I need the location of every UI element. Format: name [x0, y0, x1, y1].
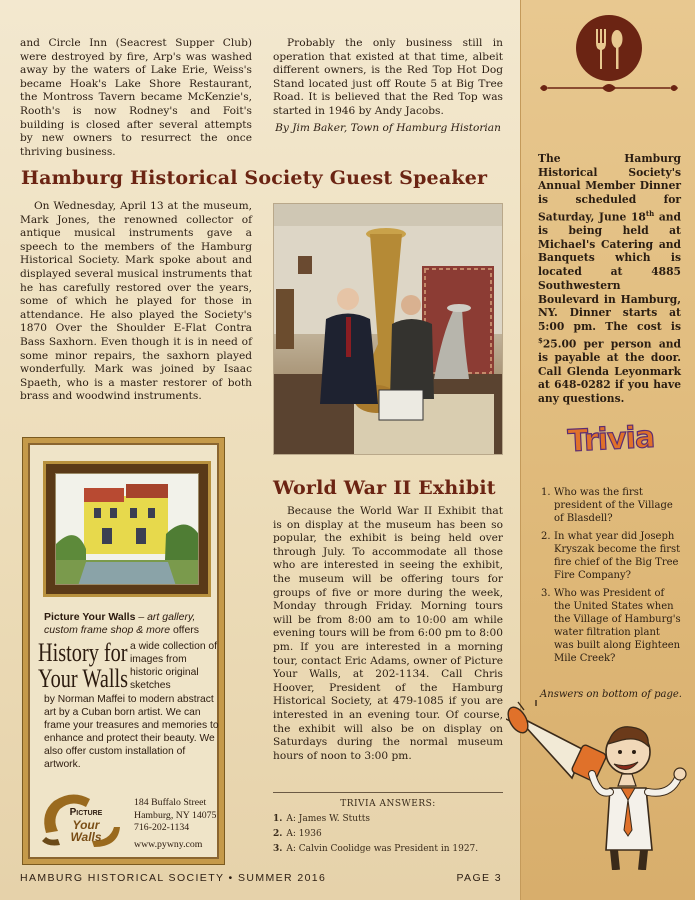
speaker-article [20, 200, 252, 404]
ad-inner-panel [28, 443, 219, 859]
footer-page-number: PAGE 3 [456, 872, 502, 884]
ad-phone: 716-202-1134 [134, 822, 190, 833]
ad-website[interactable]: www.pywny.com [134, 838, 203, 850]
wwii-article [273, 505, 503, 763]
wwii-headline: World War II Exhibit [273, 477, 496, 499]
ad-painting-frame [43, 461, 211, 597]
ad-painting [55, 473, 199, 585]
logo-line3: Walls [70, 830, 102, 844]
megaphone-man-illustration [506, 700, 692, 870]
footer-publication: HAMBURG HISTORICAL SOCIETY • SUMMER 2016 [20, 872, 327, 884]
ad-side-text: a wide collection of images from historic original sketches [130, 641, 218, 691]
trivia-answer-1: 1. A: James W. Stutts [273, 814, 370, 824]
ad-body: by Norman Maffei to modern abstract art by a Cuban born artist. We can frame your treasures and memories to enhance and protect their beauty. We also offer custom installation of artwork. [44, 694, 219, 770]
picture-your-walls-ad [22, 437, 225, 865]
continuation-left-text: and Circle Inn (Seacrest Supper Club) were destroyed by fire, Arp's was washed away by the waters of Lake Erie, Weiss's became Hoak's Lake Shore Restaurant, the Montross Tavern became McKenzie's, Rooth's is now Rodney's and Foit's building is closed after several attempts by new owners to resurrect the once thriving business. [20, 37, 252, 158]
trivia-question-3: 3. Who was President of the United States when the Village of Hamburg's water filtration plant was built along Eighteen Mile Creek? [541, 588, 681, 664]
dinner-plate-icon [576, 15, 642, 81]
fork-spoon-icon [576, 15, 642, 81]
ad-contact [134, 797, 220, 851]
wwii-body: Because the World War II Exhibit that is on display at the museum has been so popular, the exhibit is being held over through July. To accommodate all those who are interested in seeing the exhibit, the museum will be offering tours for groups of five or more during the week, Monday through Friday. Morning tours will be from 8:00 am to 10:00 am while evening tours will be from 6:00 pm to 8:00 pm. If you are interested in a morning tour, contact Eric Adams, owner of Picture Your Walls, at 202-1134. Call Chris Hoover, President of the Hamburg Historical Society, at 479-1085 if you are interested in an evening tour. Of course, the exhibit will also be on display on Saturdays during the normal museum hours of noon to 3:00 pm. [273, 505, 503, 762]
ad-address-city: Hamburg, NY 14075 [134, 809, 217, 821]
trivia-answers-title: TRIVIA ANSWERS: [340, 799, 436, 809]
trivia-answers-note: Answers on bottom of page. [540, 689, 682, 700]
speaker-body: On Wednesday, April 13 at the museum, Mark Jones, the renowned collector of antique musical instruments gave a speech to the members of the Hamburg Historical Society. Mark spoke about and displayed several musical instruments that he has carefully restored over the years, some of which he played for those in attendance. He also played the Society's 1870 Over the Shoulder E-Flat Contra Bass Saxhorn. Even though it is in need of some minor repairs, the saxhorn played wonderfully. Mark was joined by Isaac Spaeth, who is a master restorer of both brass and woodwind instruments. [20, 200, 252, 403]
ad-big-title-line1: History for [38, 638, 128, 667]
ornament-divider-icon [538, 81, 680, 95]
article-continuation-right [273, 37, 503, 135]
trivia-answer-3: 3. A: Calvin Coolidge was President in 1927. [273, 844, 479, 854]
ad-big-title [38, 640, 132, 692]
trivia-question-1: 1. Who was the first president of the Village of Blasdell? [541, 487, 673, 524]
trivia-logo: Trivia [566, 419, 656, 460]
byline: By Jim Baker, Town of Hamburg Historian [275, 121, 501, 134]
continuation-right-text: Probably the only business still in operation that existed at that time, albeit different owners, is the Red Top Hot Dog Stand located just off Route 5 at Big Tree Road. It is believed that the Red Top was started in 1946 by Andy Jacobs. [273, 37, 503, 117]
page-footer [0, 866, 520, 900]
speaker-photo [273, 203, 503, 455]
ad-big-title-line2: Your Walls [38, 664, 129, 693]
trivia-question-2: 2. In what year did Joseph Kryszak become the first fire chief of the Big Tree Fire Company? [541, 531, 681, 581]
trivia-answer-2: 2. A: 1936 [273, 829, 322, 839]
ad-business-name: Picture Your Walls [44, 611, 136, 623]
trivia-questions [541, 486, 681, 670]
ad-address-street: 184 Buffalo Street [134, 797, 207, 808]
speaker-photo-illustration [274, 204, 503, 455]
trivia-answers-box [273, 792, 503, 857]
ad-logo [38, 787, 128, 857]
ad-intro [44, 611, 218, 637]
speaker-headline: Hamburg Historical Society Guest Speaker [21, 167, 488, 189]
ad-tagline: – art gallery, custom frame shop & more [44, 611, 196, 636]
logo-line1: Picture [69, 807, 103, 818]
article-continuation-left [20, 37, 252, 159]
dinner-details: The Hamburg Historical Society's Annual Member Dinner is scheduled for Saturday, June 18th and is being held at Michael's Catering and Banquets which is located at 4885 Southwestern Boulevard in Hamburg, NY. Dinner starts at 5:00 pm. The cost is $25.00 per person and is payable at the door. Call Glenda Leyonmark at 648-0282 if you have any questions. [538, 152, 682, 406]
ad-painting-illustration [56, 474, 199, 585]
logo-line2: Your [72, 818, 100, 832]
ad-offers: offers [170, 624, 200, 636]
